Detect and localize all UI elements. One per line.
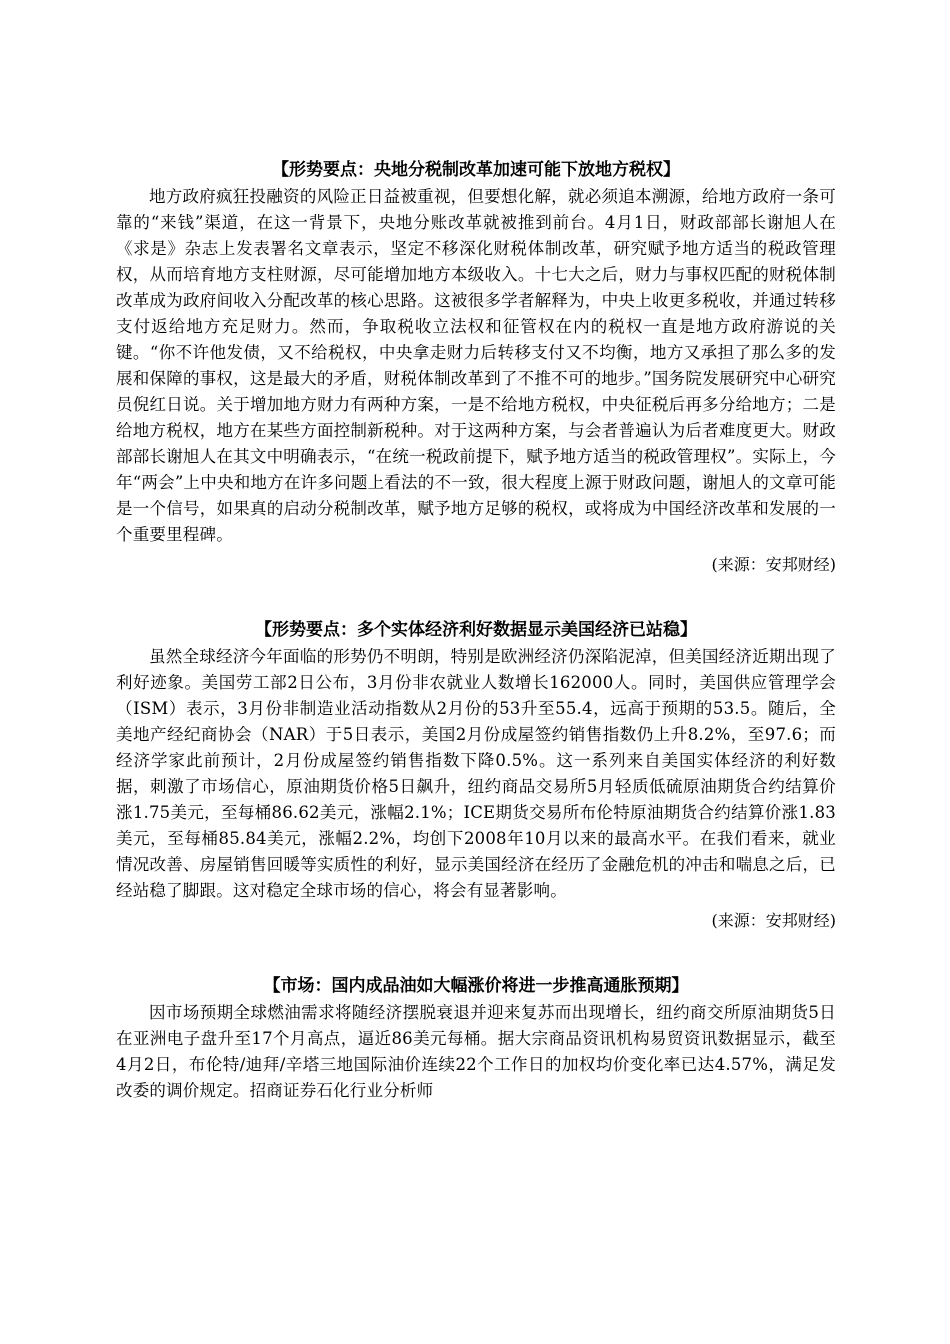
article-body: 虽然全球经济今年面临的形势仍不明朗，特别是欧洲经济仍深陷泥淖，但美国经济近期出现了利好迹象。美国劳工部2日公布，3月份非农就业人数增长162000人。同时，美国供应管理学会（ISM）表示，3月份非制造业活动指数从2月份的53升至55.4，远高于预期的53.5。随后，全美地产经纪商协会（NAR）于5日表示，美国2月份成屋签约销售指数仍上升8.2%，至97.6；而经济学家此前预计，2月份成屋签约销售指数下降0.5%。这一系列来自美国实体经济的利好数据，刺激了市场信心，原油期货价格5日飙升，纽约商品交易所5月轻质低硫原油期货合约结算价涨1.75美元，至每桶86.62美元，涨幅2.1%；ICE期货交易所布伦特原油期货合约结算价涨1.83美元，至每桶85.84美元，涨幅2.2%，均创下2008年10月以来的最高水平。在我们看来，就业情况改善、房屋销售回暖等实质性的利好，显示美国经济在经历了金融危机的冲击和喘息之后，已经站稳了脚跟。这对稳定全球市场的信心，将会有显著影响。 (116, 647, 836, 900)
section-spacer (116, 578, 836, 616)
document-page (116, 156, 836, 1104)
article-title: 【市场：国内成品油如大幅涨价将进一步推高通胀预期】 (263, 976, 689, 996)
article-title: 【形势要点：多个实体经济利好数据显示美国经济已站稳】 (255, 620, 697, 640)
article-source: (来源：安邦财经) (711, 555, 836, 574)
article-body: 地方政府疯狂投融资的风险正日益被重视，但要想化解，就必须追本溯源，给地方政府一条可靠的“来钱”渠道，在这一背景下，央地分账改革就被推到前台。4月1日，财政部部长谢旭人在《求是》杂志上发表署名文章表示，坚定不移深化财税体制改革，研究赋予地方适当的税政管理权，从而培育地方支柱财源，尽可能增加地方本级收入。十七大之后，财力与事权匹配的财税体制改革成为政府间收入分配改革的核心思路。这被很多学者解释为，中央上收更多税收，并通过转移支付返给地方充足财力。然而，争取税收立法权和征管权在内的税权一直是地方政府游说的关键。“你不许他发债，又不给税权，中央拿走财力后转移支付又不均衡，地方又承担了那么多的发展和保障的事权，这是最大的矛盾，财税体制改革到了不推不可的地步。”国务院发展研究中心研究员倪红日说。关于增加地方财力有两种方案，一是不给地方税权，中央征税后再多分给地方；二是给地方税权，地方在某些方面控制新税种。对于这两种方案，与会者普遍认为后者难度更大。财政部部长谢旭人在其文中明确表示，“在统一税政前提下，赋予地方适当的税政管理权”。实际上，今年“两会”上中央和地方在许多问题上看法的不一致，很大程度上源于财政问题，谢旭人的文章可能是一个信号，如果真的启动分税制改革，赋予地方足够的税权，或将成为中国经济改革和发展的一个重要里程碑。 (116, 187, 836, 544)
article-tax-reform (116, 156, 836, 578)
article-source: (来源：安邦财经) (711, 911, 836, 930)
article-us-economy (116, 616, 836, 934)
article-body: 因市场预期全球燃油需求将随经济摆脱衰退并迎来复苏而出现增长，纽约商交所原油期货5日在亚洲电子盘升至17个月高点，逼近86美元每桶。据大宗商品资讯机构易贸资讯数据显示，截至4月2日，布伦特/迪拜/辛塔三地国际油价连续22个工作日的加权均价变化率已达4.57%，满足发改委的调价规定。招商证券石化行业分析师 (116, 1003, 836, 1100)
article-oil-prices (116, 972, 836, 1104)
section-spacer (116, 934, 836, 972)
article-title: 【形势要点：央地分税制改革加速可能下放地方税权】 (272, 160, 680, 180)
